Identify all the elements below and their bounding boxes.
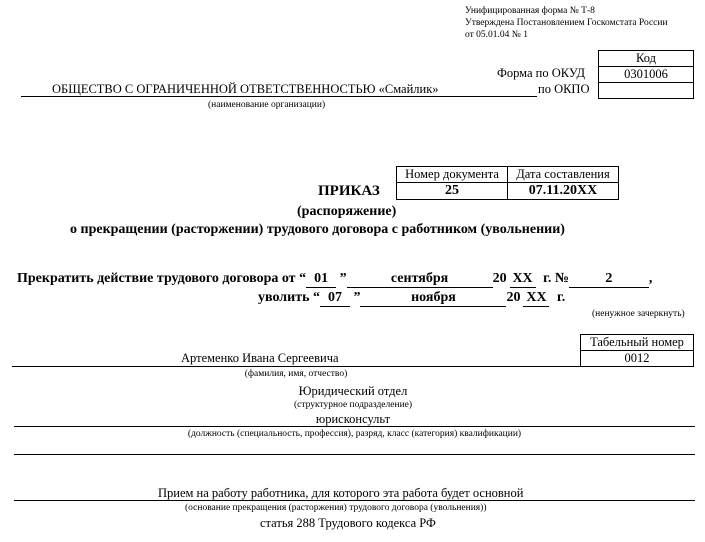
close-quote: ” <box>353 290 361 305</box>
dismiss-label: уволить <box>258 290 310 305</box>
dismiss-year-suffix: г. <box>556 290 566 305</box>
basis-underline <box>14 500 695 501</box>
basis-article[interactable]: статья 288 Трудового кодекса РФ <box>260 516 436 530</box>
terminate-day[interactable]: 01 <box>306 271 336 288</box>
order-title: ПРИКАЗ <box>318 183 380 199</box>
position-caption: (должность (специальность, профессия), разряд, класс (категория) квалификации) <box>187 429 522 439</box>
department[interactable]: Юридический отдел <box>298 384 408 398</box>
terminate-month[interactable]: сентября <box>347 271 493 288</box>
order-subtitle: (распоряжение) <box>297 204 397 219</box>
dismiss-year-prefix: 20 <box>506 290 521 305</box>
order-description: о прекращении (расторжении) трудового договора с работником (увольнении) <box>70 222 565 237</box>
okpo-value[interactable] <box>599 83 694 99</box>
tab-number-header: Табельный номер <box>581 335 694 351</box>
comma: , <box>648 271 653 286</box>
tab-number-table <box>580 334 694 367</box>
dismiss-year[interactable]: XX <box>523 290 549 307</box>
position-underline <box>14 426 695 427</box>
name-caption: (фамилия, имя, отчество) <box>244 369 348 379</box>
dismiss-day[interactable]: 07 <box>320 290 350 307</box>
dismiss-row <box>258 290 565 307</box>
okud-label: Форма по ОКУД <box>497 66 585 80</box>
codes-header: Код <box>599 51 694 67</box>
okpo-label: по ОКПО <box>538 82 590 96</box>
doc-number-header: Номер документа <box>397 167 508 183</box>
okud-value[interactable]: 0301006 <box>599 67 694 83</box>
employee-name[interactable]: Артеменко Ивана Сергеевича <box>181 351 339 365</box>
organization-caption: (наименование организации) <box>208 100 326 110</box>
terminate-year-suffix: г. № <box>543 271 569 286</box>
document-table <box>396 166 619 200</box>
strike-note: (ненужное зачеркнуть) <box>592 309 685 319</box>
doc-number[interactable]: 25 <box>397 183 508 200</box>
terminate-label: Прекратить действие трудового договора от <box>17 271 296 286</box>
terminate-row <box>17 271 652 288</box>
form-header-note <box>465 5 668 41</box>
tab-number[interactable]: 0012 <box>581 351 694 367</box>
codes-table <box>598 50 694 99</box>
terminate-year[interactable]: XX <box>510 271 536 288</box>
close-quote: ” <box>339 271 347 286</box>
open-quote: “ <box>312 290 320 305</box>
basis-text[interactable]: Прием на работу работника, для которого эта работа будет основной <box>158 486 524 500</box>
name-underline <box>12 366 694 367</box>
contract-number[interactable]: 2 <box>569 271 649 288</box>
open-quote: “ <box>299 271 307 286</box>
terminate-year-prefix: 20 <box>492 271 507 286</box>
form-number: Унифицированная форма № Т-8 <box>465 6 595 16</box>
form-approval: Утверждена Постановлением Госкомстата России <box>465 18 668 28</box>
position[interactable]: юрисконсульт <box>315 412 391 426</box>
basis-caption: (основание прекращения (расторжения) трудового договора (увольнения)) <box>185 503 487 513</box>
form-approval-date: от 05.01.04 № 1 <box>465 30 528 40</box>
position-extra-line <box>14 454 695 455</box>
doc-date[interactable]: 07.11.20XX <box>508 183 619 200</box>
organization-name[interactable]: ОБЩЕСТВО С ОГРАНИЧЕННОЙ ОТВЕТСТВЕННОСТЬЮ «Смайлик» <box>52 82 439 96</box>
dismiss-month[interactable]: ноября <box>360 290 506 307</box>
doc-date-header: Дата составления <box>508 167 619 183</box>
department-caption: (структурное подразделение) <box>293 400 413 410</box>
